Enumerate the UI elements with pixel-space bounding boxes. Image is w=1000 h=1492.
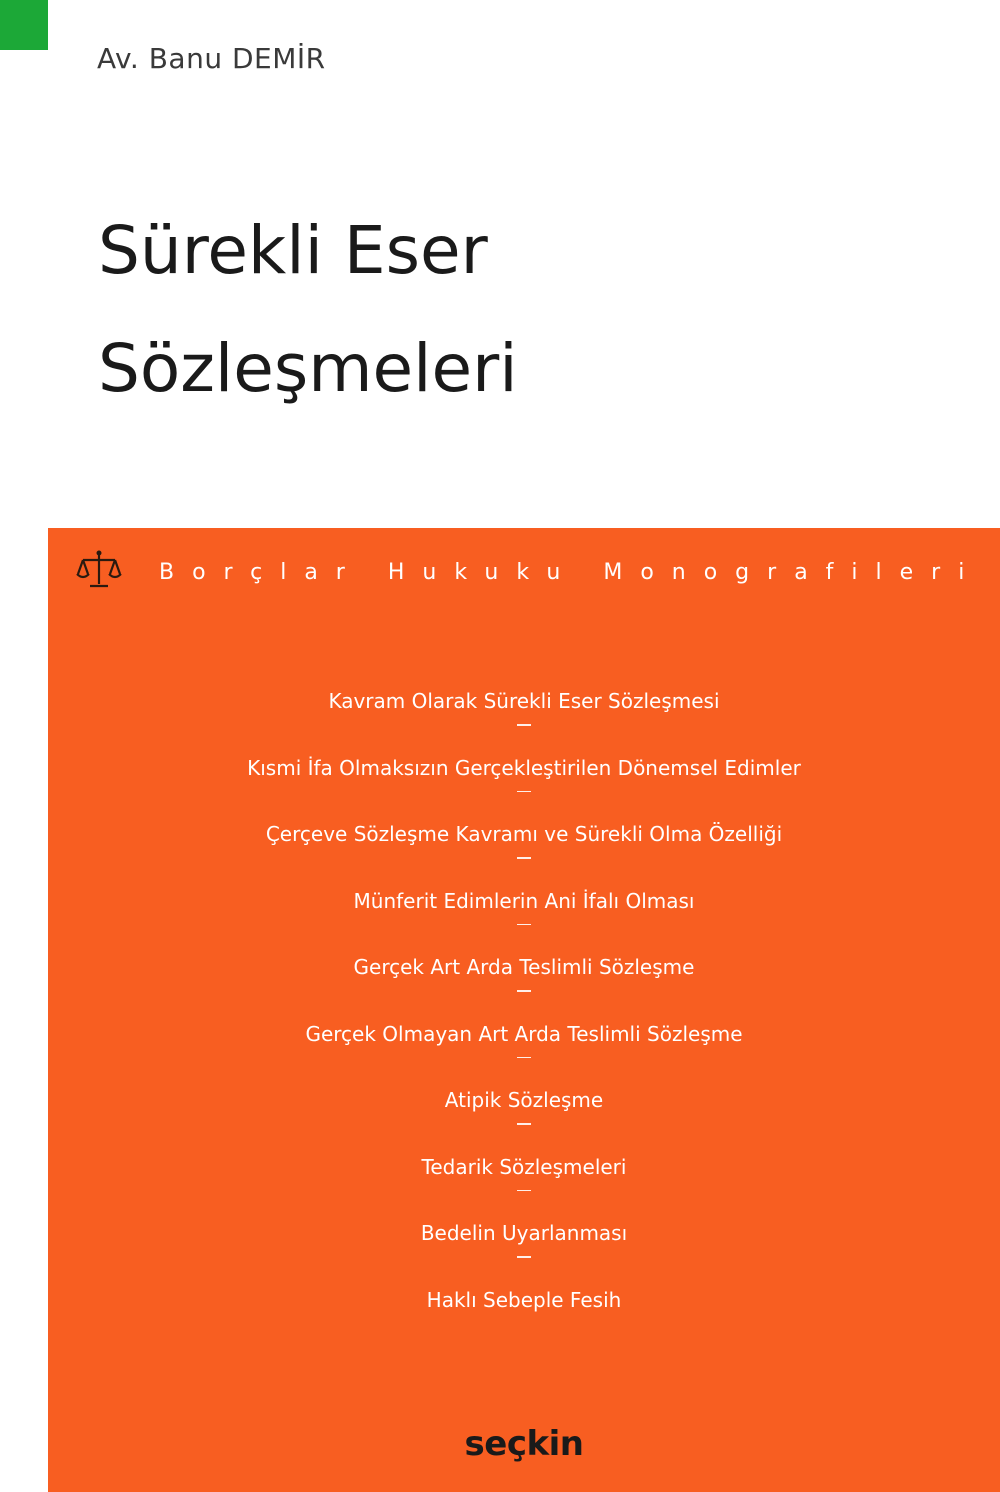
orange-panel: [48, 528, 1000, 1492]
topic-separator: [517, 1123, 531, 1125]
topic-separator: [517, 990, 531, 992]
topic-label: Kavram Olarak Sürekli Eser Sözleşmesi: [328, 689, 720, 713]
topic-item: [48, 1154, 1000, 1221]
topic-item: [48, 1220, 1000, 1287]
topic-item: [48, 954, 1000, 1021]
topic-separator: [517, 791, 531, 793]
book-title: [98, 192, 518, 428]
author-name: Av. Banu DEMİR: [97, 42, 326, 75]
series-name: Borçlar Hukuku Monografileri: [159, 560, 983, 585]
topic-item: [48, 755, 1000, 822]
topic-label: Haklı Sebeple Fesih: [426, 1287, 622, 1312]
publisher-logo: seçkin: [464, 1424, 584, 1464]
topic-label: Münferit Edimlerin Ani İfalı Olması: [353, 888, 695, 913]
topic-label: Tedarik Sözleşmeleri: [421, 1154, 627, 1179]
topic-item: [48, 688, 1000, 755]
topic-label: Kısmi İfa Olmaksızın Gerçekleştirilen Dönemsel Edimler: [247, 755, 801, 780]
topic-item: [48, 1021, 1000, 1088]
topic-list: [48, 688, 1000, 1353]
topic-item: [48, 1087, 1000, 1154]
topic-separator: [517, 724, 531, 726]
title-line-2: Sözleşmeleri: [98, 330, 518, 407]
topic-label: Bedelin Uyarlanması: [420, 1221, 628, 1245]
corner-color-mark: [0, 0, 48, 50]
topic-separator: [517, 1057, 531, 1059]
topic-label: Gerçek Art Arda Teslimli Sözleşme: [353, 955, 695, 979]
topic-separator: [517, 857, 531, 859]
topic-label: Gerçek Olmayan Art Arda Teslimli Sözleşme: [305, 1021, 743, 1046]
topic-item: [48, 888, 1000, 955]
topic-item: [48, 1287, 1000, 1354]
topic-separator: [517, 924, 531, 926]
scales-of-justice-icon: [74, 548, 124, 592]
topic-label: Atipik Sözleşme: [444, 1088, 604, 1112]
topic-label: Çerçeve Sözleşme Kavramı ve Sürekli Olma Özelliği: [265, 822, 783, 846]
topic-separator: [517, 1190, 531, 1192]
topic-item: [48, 821, 1000, 888]
title-line-1: Sürekli Eser: [98, 212, 488, 289]
topic-separator: [517, 1256, 531, 1258]
